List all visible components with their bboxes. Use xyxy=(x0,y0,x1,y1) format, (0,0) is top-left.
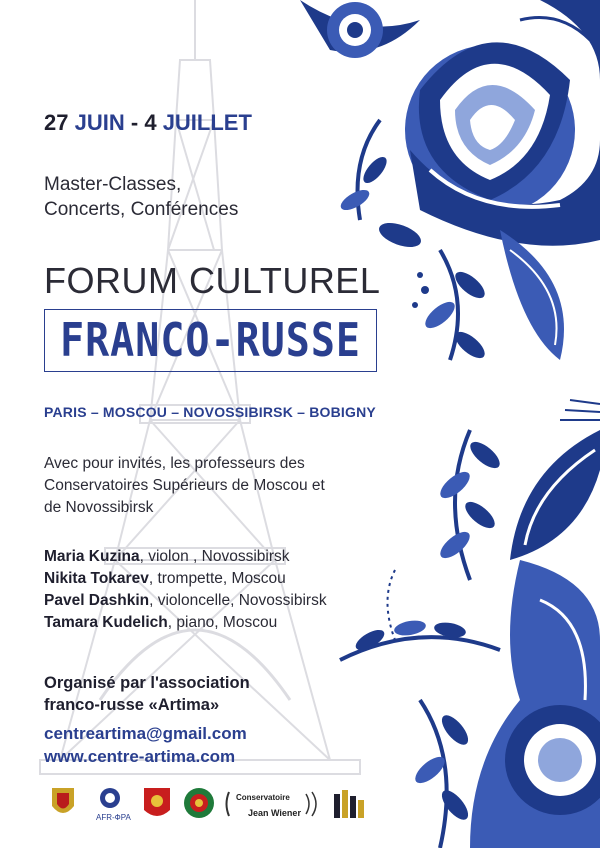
end-day: 4 xyxy=(144,110,157,135)
invitation-line: de Novossibirsk xyxy=(44,499,154,516)
contact-info xyxy=(44,722,247,768)
afr-fra-logo-icon xyxy=(96,788,132,822)
artists-list xyxy=(44,546,327,634)
event-types xyxy=(44,172,238,222)
artist-name: Nikita Tokarev xyxy=(44,570,149,587)
artist-detail: , violon , Novossibirsk xyxy=(139,548,290,565)
cities-line: PARIS – MOSCOU – NOVOSSIBIRSK – BOBIGNY xyxy=(44,404,376,420)
red-shield-crest-icon xyxy=(144,788,170,816)
organizer-line: Organisé par l'association xyxy=(44,674,250,692)
franco-russe-banner xyxy=(44,309,377,372)
partner-logos xyxy=(44,784,384,824)
event-types-line: Master-Classes, xyxy=(44,174,182,195)
forum-title: FORUM CULTUREL xyxy=(44,260,381,301)
invitation-line: Conservatoires Supérieurs de Moscou et xyxy=(44,477,325,494)
email-link[interactable]: centreartima@gmail.com xyxy=(44,724,247,743)
artist-name: Pavel Dashkin xyxy=(44,592,150,609)
event-types-line: Concerts, Conférences xyxy=(44,199,239,220)
building-logo-icon xyxy=(334,790,364,818)
invitation-line: Avec pour invités, les professeurs des xyxy=(44,455,305,472)
artist-name: Maria Kuzina xyxy=(44,548,140,565)
artist-detail: , violoncelle, Novossibirsk xyxy=(149,592,327,609)
organizer-text xyxy=(44,672,250,716)
conservatoire-logo-icon xyxy=(227,792,317,818)
artist-item xyxy=(44,568,327,590)
conservatoire-label: Conservatoire xyxy=(236,793,290,802)
start-day: 27 xyxy=(44,110,69,135)
franco-russe-text: FRANCO-RUSSE xyxy=(60,314,361,367)
coat-of-arms-icon xyxy=(52,788,74,813)
artist-detail: , trompette, Moscou xyxy=(148,570,286,587)
afr-fra-label: AFR-ФРА xyxy=(96,813,131,822)
invitation-text xyxy=(44,453,374,519)
end-month: JUILLET xyxy=(162,110,252,135)
website-link[interactable]: www.centre-artima.com xyxy=(44,747,236,766)
organizer-line: franco-russe «Artima» xyxy=(44,696,220,714)
jean-wiener-label: Jean Wiener xyxy=(248,808,301,818)
artist-item xyxy=(44,612,327,634)
start-month: JUIN xyxy=(74,110,125,135)
event-dates xyxy=(44,110,252,136)
artist-detail: , piano, Moscou xyxy=(167,614,278,631)
artist-item xyxy=(44,590,327,612)
date-separator: - xyxy=(130,110,139,135)
artist-item xyxy=(44,546,327,568)
green-emblem-icon xyxy=(184,788,214,818)
artist-name: Tamara Kudelich xyxy=(44,614,168,631)
gzhel-leaf-ornament xyxy=(340,400,600,848)
